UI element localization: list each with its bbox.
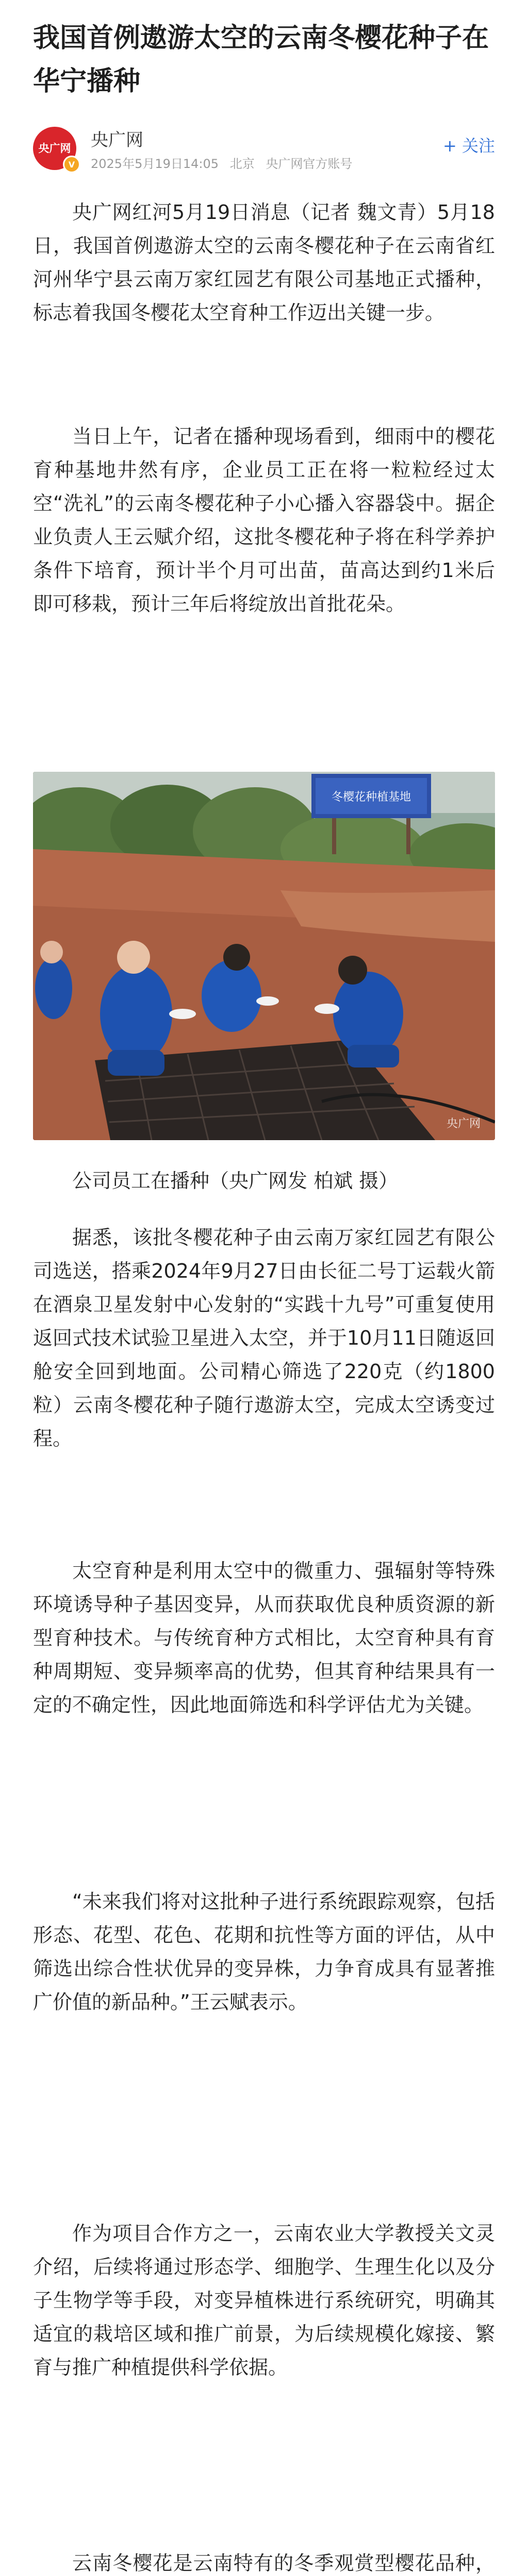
photo-watermark: 央广网 <box>446 1117 481 1130</box>
photo-caption: 公司员工在播种（央广网发 柏斌 摄） <box>72 1170 399 1192</box>
author-row <box>33 123 495 179</box>
article-title: 我国首例遨游太空的云南冬樱花种子在华宁播种 <box>33 23 489 97</box>
paragraph-7: 云南冬樱花是云南特有的冬季观赏型樱花品种， <box>72 2552 495 2574</box>
article-photo[interactable] <box>33 772 495 1140</box>
follow-button[interactable]: + 关注 <box>443 136 495 156</box>
author-name[interactable]: 央广网 <box>91 130 143 150</box>
paragraph-4: 太空育种是利用太空中的微重力、强辐射等特殊环境诱导种子基因变异，从而获取优良种质资源的新型育种技术。与传统育种方式相比，太空育种具有育种周期短、变异频率高的优势，但其育种结果具有一定的不确定性，因此地面筛选和科学评估尤为关键。 <box>33 1560 495 1716</box>
paragraph-6: 作为项目合作方之一，云南农业大学教授关文灵介绍，后续将通过形态学、细胞学、生理生化以及分子生物学等手段，对变异植株进行系统研究，明确其适宜的栽培区域和推广前景，为后续规模化嫁接、繁育与推广种植提供科学依据。 <box>33 2222 495 2379</box>
paragraph-1: 央广网红河5月19日消息（记者 魏文青）5月18日，我国首例遨游太空的云南冬樱花种子在云南省红河州华宁县云南万家红园艺有限公司基地正式播种，标志着我国冬樱花太空育种工作迈出关键一步。 <box>33 201 495 324</box>
verified-mark: V <box>68 159 75 170</box>
account-type: 央广网官方账号 <box>266 157 353 171</box>
avatar-logo-text: 央广网 <box>38 142 71 155</box>
publish-time: 2025年5月19日14:05 <box>91 157 219 171</box>
seeding-scene-image <box>33 772 495 1140</box>
paragraph-3: 据悉，该批冬樱花种子由云南万家红园艺有限公司选送，搭乘2024年9月27日由长征二号丁运载火箭在酒泉卫星发射中心发射的“实践十九号”可重复使用返回式技术试验卫星进入太空，并于10月11日随返回舱安全回到地面。公司精心筛选了220克（约1800粒）云南冬樱花种子随行遨游太空，完成太空诱变过程。 <box>33 1226 495 1450</box>
publish-location: 北京 <box>229 157 255 171</box>
photo-sign-text: 冬樱花种植基地 <box>331 790 411 803</box>
article-meta <box>91 154 359 172</box>
verified-badge-icon <box>63 156 80 173</box>
paragraph-5: “未来我们将对这批种子进行系统跟踪观察，包括形态、花型、花色、花期和抗性等方面的评估，从中筛选出综合性状优异的变异株，力争育成具有显著推广价值的新品种。”王云赋表示。 <box>33 1890 495 2013</box>
paragraph-2: 当日上午，记者在播种现场看到，细雨中的樱花育种基地井然有序，企业员工正在将一粒粒经过太空“洗礼”的云南冬樱花种子小心播入容器袋中。据企业负责人王云赋介绍，这批冬樱花种子将在科学养护条件下培育，预计半个月可出苗，苗高达到约1米后即可移栽，预计三年后将绽放出首批花朵。 <box>33 425 495 615</box>
